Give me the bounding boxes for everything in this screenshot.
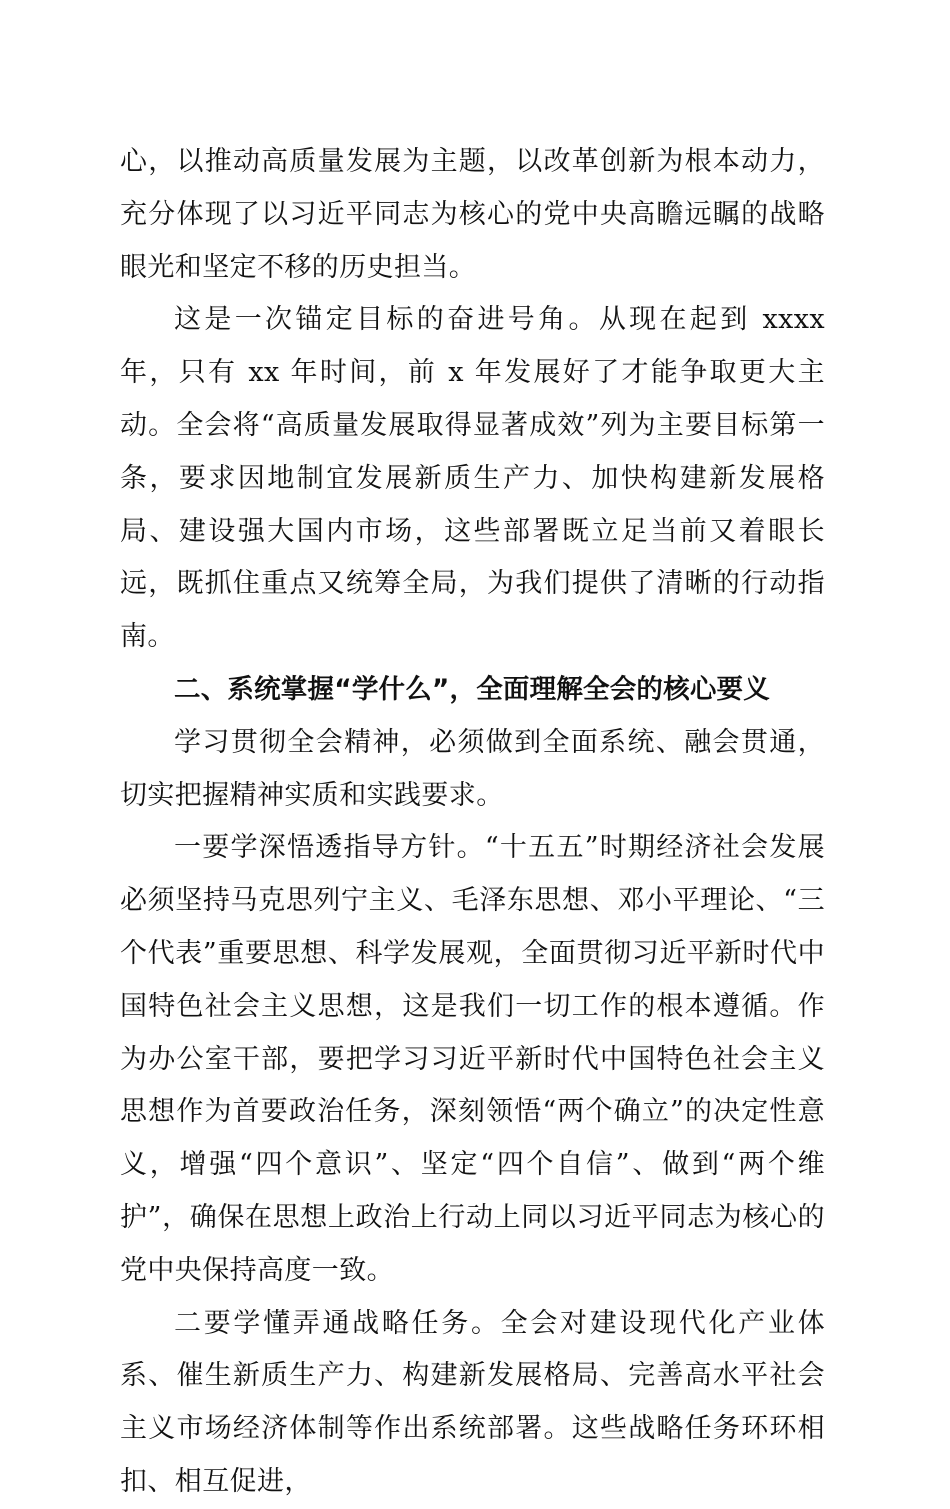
paragraph-study-intro: 学习贯彻全会精神，必须做到全面系统、融会贯通，切实把握精神实质和实践要求。 bbox=[120, 726, 825, 811]
paragraph-strategic-tasks: 二要学懂弄通战略任务。全会对建设现代化产业体系、催生新质生产力、构建新发展格局、完善高水平社会主义市场经济体制等作出系统部署。这些战略任务环环相扣、相互促进， bbox=[120, 1307, 825, 1497]
continuation-paragraph: 心，以推动高质量发展为主题，以改革创新为根本动力，充分体现了以习近平同志为核心的党中央高瞻远瞩的战略眼光和坚定不移的历史担当。 bbox=[120, 146, 825, 283]
paragraph-guiding-principles: 一要学深悟透指导方针。“十五五”时期经济社会发展必须坚持马克思列宁主义、毛泽东思想、邓小平理论、“三个代表”重要思想、科学发展观，全面贯彻习近平新时代中国特色社会主义思想，这是我们一切工作的根本遵循。作为办公室干部，要把学习习近平新时代中国特色社会主义思想作为首要政治任务，深刻领悟“两个确立”的决定性意义，增强“四个意识”、坚定“四个自信”、做到“两个维护”，确保在思想上政治上行动上同以习近平同志为核心的党中央保持高度一致。 bbox=[120, 832, 825, 1286]
paragraph-goal-horn: 这是一次锚定目标的奋进号角。从现在起到 xxxx 年，只有 xx 年时间，前 x 年发展好了才能争取更大主动。全会将“高质量发展取得显著成效”列为主要目标第一条，要求因地制宜发展新质生产力、加快构建新发展格局、建设强大国内市场，这些部署既立足当前又着眼长远，既抓住重点又统筹全局，为我们提供了清晰的行动指南。 bbox=[120, 304, 825, 653]
document-body bbox=[120, 136, 825, 1509]
section-heading-2: 二、系统掌握“学什么”，全面理解全会的核心要义 bbox=[174, 673, 770, 705]
